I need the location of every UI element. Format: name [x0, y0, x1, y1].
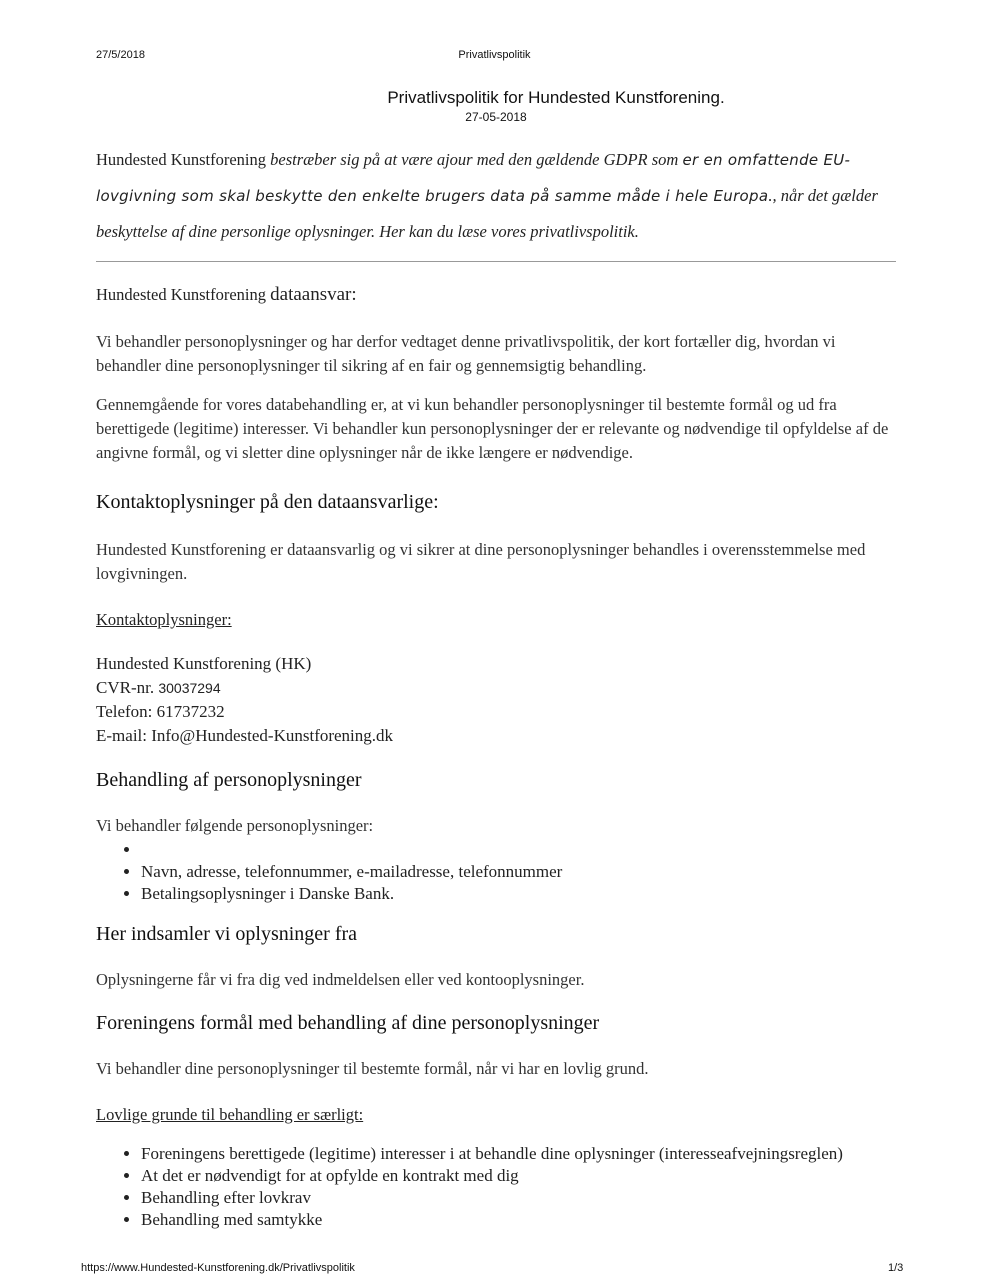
list-item [141, 839, 896, 861]
list-item: • Behandling efter lovkrav [141, 1187, 896, 1209]
behandling-paragraph: Vi behandler følgende personoplysninger: [96, 816, 374, 835]
behandling-list [96, 839, 896, 905]
dataansvar-paragraph-1: Vi behandler personoplysninger og har derfor vedtaget denne privatlivspolitik, der kort fortæller dig, hvordan vi behandler dine personoplysninger til sikring af en fair og gennemsigtig behandling. [96, 332, 836, 375]
contact-cvr-line [96, 676, 896, 701]
print-footer-url: https://www.Hundested-Kunstforening.dk/Privatlivspolitik [81, 1262, 355, 1274]
contact-phone: Telefon: 61737232 [96, 702, 225, 721]
document-title: Privatlivspolitik for Hundested Kunstforening. [387, 88, 725, 107]
intro-paragraph [96, 142, 896, 249]
list-item: • Foreningens berettigede (legitime) interesser i at behandle dine oplysninger (interesseafvejningsreglen) [141, 1143, 896, 1165]
formaal-subheading: Lovlige grunde til behandling er særligt: [96, 1105, 364, 1124]
intro-org: Hundested Kunstforening [96, 150, 267, 169]
contact-details [96, 652, 896, 747]
intro-part1: bestræber sig på at være ajour med den gældende GDPR som [266, 150, 683, 169]
list-item: • Navn, adresse, telefonnummer, e-mailadresse, telefonnummer [141, 861, 896, 883]
contact-cvr-label: CVR-nr. [96, 677, 159, 697]
list-item: • Behandling med samtykke [141, 1209, 896, 1231]
print-header-title: Privatlivspolitik [458, 49, 531, 61]
document-body [96, 88, 896, 1231]
indsamler-paragraph: Oplysningerne får vi fra dig ved indmeldelsen eller ved kontooplysninger. [96, 970, 585, 989]
contact-subheading: Kontaktoplysninger: [96, 610, 232, 629]
contact-name: Hundested Kunstforening (HK) [96, 654, 312, 673]
contact-cvr-number: 30037294 [158, 679, 221, 696]
contact-paragraph: Hundested Kunstforening er dataansvarlig og vi sikrer at dine personoplysninger behandles i overensstemmelse med lovgivningen. [96, 540, 866, 583]
document-date: 27-05-2018 [465, 110, 527, 124]
list-item: • At det er nødvendigt for at opfylde en kontrakt med dig [141, 1165, 896, 1187]
section-behandling-heading: Behandling af personoplysninger [96, 769, 362, 791]
intro-part2: er en omfattende EU-lovgivning som skal beskytte den enkelte brugers data på samme måde i hele Europa [96, 151, 851, 205]
section-formaal-heading: Foreningens formål med behandling af dine personoplysninger [96, 1012, 600, 1034]
contact-email: E-mail: Info@Hundested-Kunstforening.dk [96, 725, 394, 745]
section-dataansvar-heading [96, 284, 896, 306]
section-contact-heading: Kontaktoplysninger på den dataansvarlige: [96, 491, 439, 513]
formaal-list [96, 1143, 896, 1231]
print-header-date: 27/5/2018 [96, 49, 145, 61]
section-indsamler-heading: Her indsamler vi oplysninger fra [96, 923, 358, 945]
divider [96, 261, 896, 262]
section-dataansvar-org: Hundested Kunstforening [96, 285, 271, 304]
list-item: • Betalingsoplysninger i Danske Bank. [141, 883, 896, 905]
print-footer-page-number: 1/3 [888, 1262, 904, 1274]
formaal-paragraph: Vi behandler dine personoplysninger til bestemte formål, når vi har en lovlig grund. [96, 1059, 649, 1078]
dataansvar-paragraph-2: Gennemgående for vores databehandling er, at vi kun behandler personoplysninger til bestemte formål og ud fra berettigede (legitime) interesser. Vi behandler kun personoplysninger der er relevante og nødvendige til opfyldelse af de angivne formål, og vi sletter dine oplysninger når de ikke længere er nødvendige. [96, 395, 889, 462]
section-dataansvar-title: dataansvar: [270, 284, 357, 305]
intro-part3: ., når det gælder beskyttelse af dine personlige oplysninger. Her kan du læse vores privatlivspolitik. [96, 186, 878, 241]
